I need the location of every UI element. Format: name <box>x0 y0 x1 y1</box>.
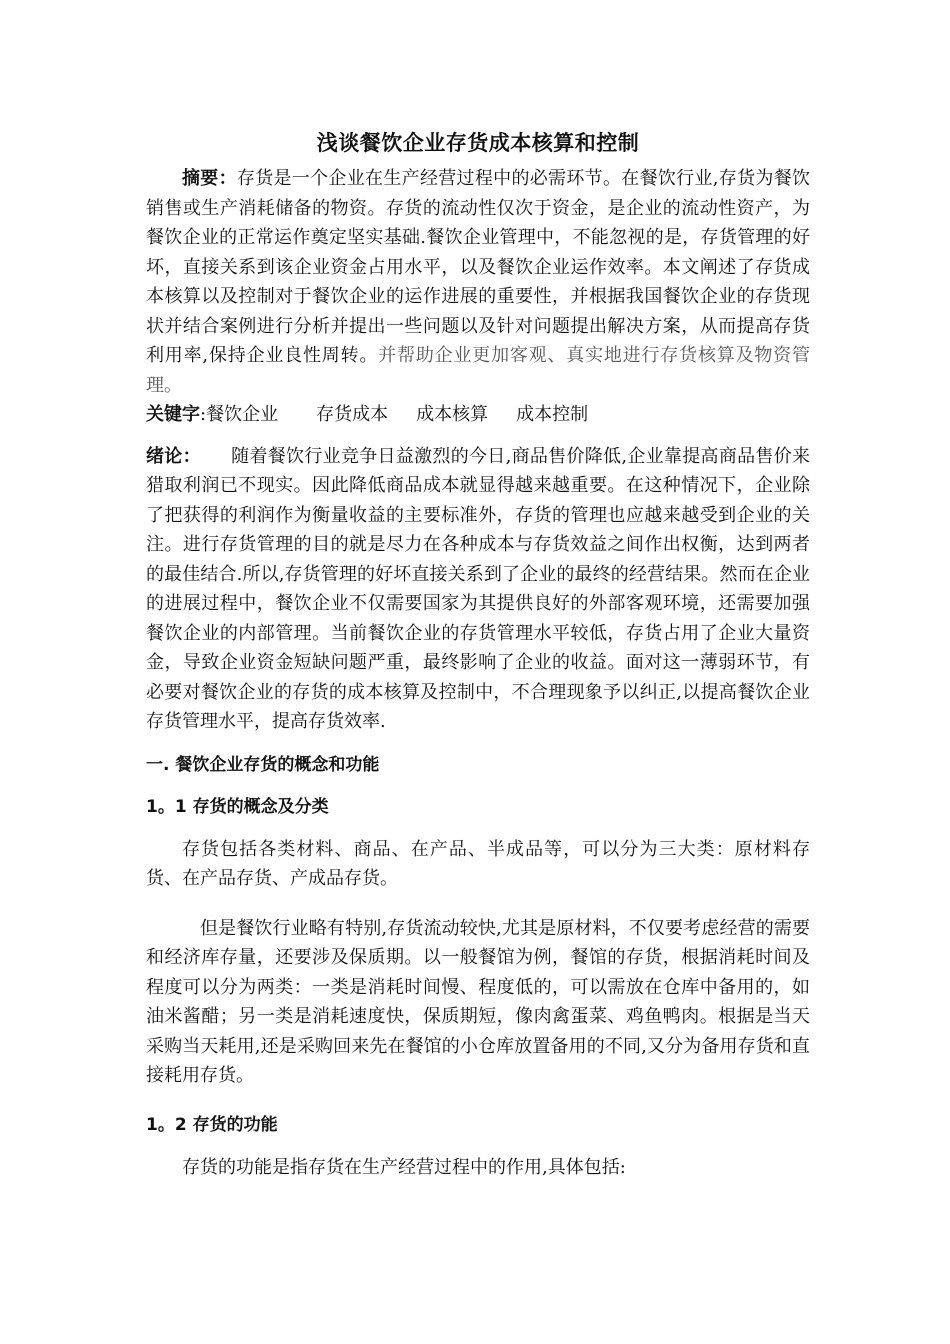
document-body <box>146 128 810 1182</box>
section-1-1-heading: 1。1 存货的概念及分类 <box>146 796 329 817</box>
abstract-text: 存货是一个企业在生产经营过程中的必需环节。在餐饮行业,存货为餐饮销售或生产消耗储备的物资。存货的流动性仅次于资金，是企业的流动性资产，为餐饮企业的正常运作奠定坚实基础.餐饮企业管理中，不能忽视的是，存货管理的好坏，直接关系到该企业资金占用水平，以及餐饮企业运作效率。本文阐述了存货成本核算以及控制对于餐饮企业的运作进展的重要性，并根据我国餐饮企业的存货现状并结合案例进行分析并提出一些问题以及针对问题提出解决方案，从而提高存货利用率,保持企业良性周转。 <box>146 168 811 366</box>
abstract-text-gray: 并帮助企业更加客观、真实地进行存货核算及物资管理。 <box>146 345 810 396</box>
introduction-text: 随着餐饮行业竞争日益激烈的今日,商品售价降低,企业靠提高商品售价来猎取利润已不现实。因此降低商品成本就显得越来越重要。在这种情况下，企业除了把获得的利润作为衡量收益的主要标准外，存货的管理也应越来越受到企业的关注。进行存货管理的目的就是尽力在各种成本与存货效益之间作出权衡，达到两者的最佳结合.所以,存货管理的好坏直接关系到了企业的最终的经营结果。然而在企业的进展过程中，餐饮企业不仅需要国家为其提供良好的外部客观环境，还需要加强餐饮企业的内部管理。当前餐饮企业的存货管理水平较低，存货占用了企业大量资金，导致企业资金短缺问题严重，最终影响了企业的收益。面对这一薄弱环节，有必要对餐饮企业的存货的成本核算及控制中，不合理现象予以纠正,以提高餐饮企业存货管理水平，提高存货效率. <box>146 445 810 732</box>
section-1-2-paragraph-1: 存货的功能是指存货在生产经营过程中的作用,具体包括: <box>182 1156 626 1178</box>
section-1-1-paragraph-2: 但是餐饮行业略有特别,存货流动较快,尤其是原材料，不仅要考虑经营的需要和经济库存量，还要涉及保质期。以一般餐馆为例，餐馆的存货，根据消耗时间及程度可以分为两类：一类是消耗时间慢、程度低的，可以需放在仓库中备用的，如油米酱醋；另一类是消耗速度快，保质期短，像肉禽蛋菜、鸡鱼鸭肉。根据是当天采购当天耗用,还是采购回来先在餐馆的小仓库放置备用的不同,又分为备用存货和直接耗用存货。 <box>146 917 810 1086</box>
abstract-label: 摘要： <box>182 168 237 189</box>
keyword-2: 存货成本 <box>316 404 389 425</box>
introduction-label: 绪论： <box>146 445 201 467</box>
abstract-paragraph <box>146 164 810 400</box>
keyword-3: 成本核算 <box>416 404 489 425</box>
section-1-1-paragraph-1: 存货包括各类材料、商品、在产品、半成品等，可以分为三大类：原材料存货、在产品存货、产成品存货。 <box>146 838 810 889</box>
keyword-1: 餐饮企业 <box>206 404 279 425</box>
keyword-4: 成本控制 <box>516 404 589 425</box>
section-1-2-heading: 1。2 存货的功能 <box>146 1114 278 1135</box>
keywords-line <box>146 400 810 430</box>
keywords-label: 关键字 <box>146 404 200 425</box>
introduction-paragraph <box>146 442 810 737</box>
section-1-heading: 一. 餐饮企业存货的概念和功能 <box>146 754 380 775</box>
keywords-separator: : <box>200 404 207 425</box>
document-title: 浅谈餐饮企业存货成本核算和控制 <box>316 131 640 155</box>
